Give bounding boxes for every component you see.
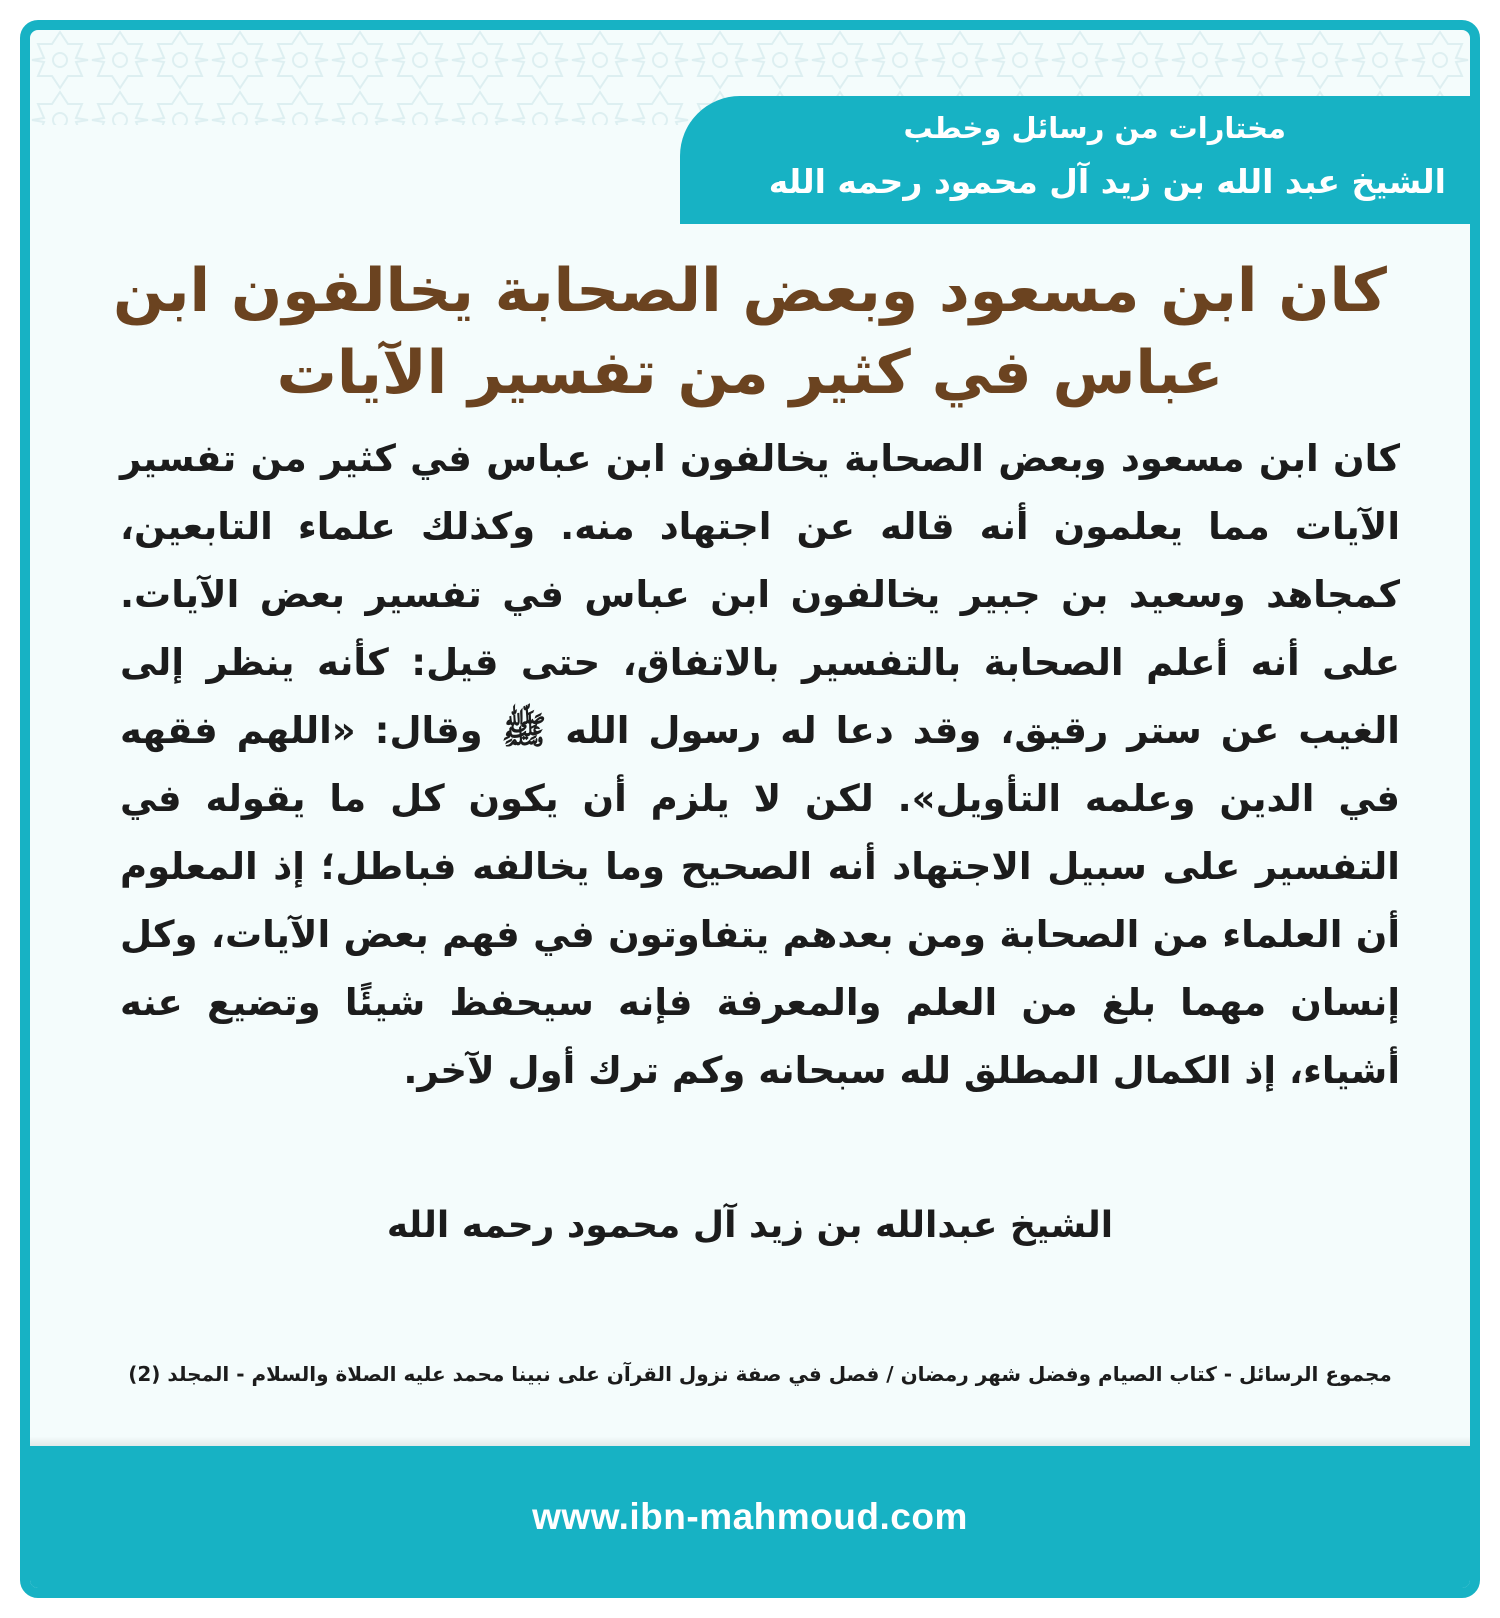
source-citation: مجموع الرسائل - كتاب الصيام وفضل شهر رمضان / فصل في صفة نزول القرآن على نبينا محمد عليه الصلاة والسلام - المجلد (2) bbox=[128, 1362, 1392, 1386]
header-author: الشيخ عبد الله بن زيد آل محمود رحمه الله bbox=[768, 162, 1446, 201]
website-link[interactable]: www.ibn-mahmoud.com bbox=[532, 1496, 968, 1537]
article-body: كان ابن مسعود وبعض الصحابة يخالفون ابن عباس في كثير من تفسير الآيات مما يعلمون أنه قاله عن اجتهاد منه. وكذلك علماء التابعين، كمجاهد وسعيد بن جبير يخالفون ابن عباس في تفسير بعض الآيات. على أنه أعلم الصحابة بالتفسير بالاتفاق، حتى قيل: كأنه ينظر إلى الغيب عن ستر رقيق، وقد دعا له رسول الله ﷺ وقال: «اللهم فقهه في الدين وعلمه التأويل». لكن لا يلزم أن يكون كل ما يقوله في التفسير على سبيل الاجتهاد أنه الصحيح وما يخالفه فباطل؛ إذ المعلوم أن العلماء من الصحابة ومن بعدهم يتفاوتون في فهم بعض الآيات، وكل إنسان مهما بلغ من العلم والمعرفة فإنه سيحفظ شيئًا وتضيع عنه أشياء، إذ الكمال المطلق لله سبحانه وكم ترك أول لآخر. bbox=[120, 437, 1400, 1092]
author-signature: الشيخ عبدالله بن زيد آل محمود رحمه الله bbox=[386, 1205, 1114, 1246]
series-title: مختارات من رسائل وخطب bbox=[903, 111, 1286, 145]
quote-card bbox=[20, 20, 1480, 1598]
footer-band bbox=[30, 1446, 1470, 1588]
header-band bbox=[680, 96, 1470, 224]
footer-shadow bbox=[30, 1436, 1470, 1446]
article-title: كان ابن مسعود وبعض الصحابة يخالفون ابن عباس في كثير من تفسير الآيات bbox=[113, 256, 1387, 408]
